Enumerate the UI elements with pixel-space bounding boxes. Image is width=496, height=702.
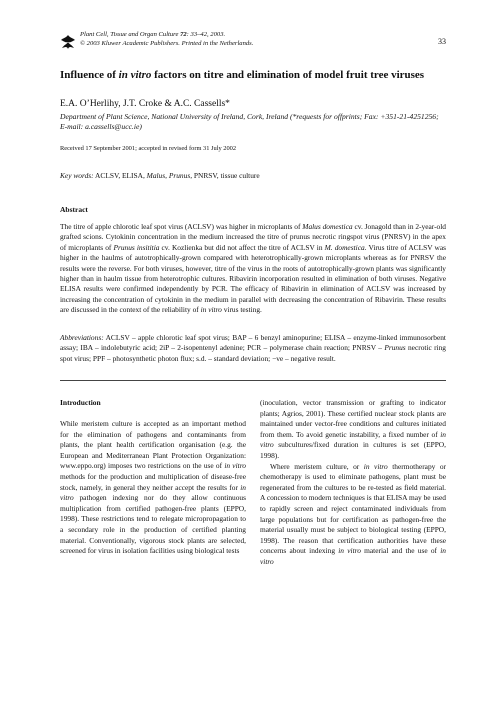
intro-text: thermotherapy or chemotherapy is used to eliminate pathogens, plant must be regenerated from the cultures to be re-tested as field material. A concession to modern techniques is that ELISA may be used to rapidly screen and reject contaminated individuals from large populations but for certification as pathogen-free the material usually must be subject to biological testing (EPPO, 1998). The reason that certification authorities have these concerns about indexing [260,461,447,556]
title-part: Influence of [60,69,119,81]
abstract-text [60,222,446,316]
keywords-label: Key words: [60,171,94,180]
abstract-italic: M. domestica [324,242,365,252]
intro-italic: in vitro [260,546,446,566]
abstract-sentence: cv. Kozlienka but did not affect the titre of ACLSV in [159,242,325,252]
abstract-sentence: cv. Jonagold than in 2-year-old grafted scions. Cytokinin concentration in the medium increased the titre of prunus necrotic ringspot virus (PNRSV) in the apex of microplants of [60,222,446,252]
introduction-heading: Introduction [60,398,101,407]
abbreviations-label: Abbreviations: [60,333,104,342]
keywords-text: , [165,171,169,180]
journal-volume: 72 [180,31,187,38]
title-part: factors on titre and elimination of model fruit tree viruses [151,69,425,81]
journal-citation [80,31,380,48]
authors: E.A. O’Herlihy, J.T. Croke & A.C. Cassells* [60,99,230,109]
abbreviations-text: necrotic ring spot virus; PPF – photosynthetic photon flux; s.d. – standard deviation; −ve – negative result. [60,343,446,363]
keywords-italic: Malus [146,171,166,180]
intro-italic: in vitro [363,461,388,471]
abstract-sentence: The titre of apple chlorotic leaf spot virus (ACLSV) was higher in microplants of [60,222,303,231]
abstract-sentence: . Virus titre of ACLSV was higher in the haulms of autotrophically-grown compared with heterotrophically-grown microplants whereas as for PNRSV the results were the reverse. For both viruses, however, titre of the virus in the roots of autotrophically-grown plants was significantly higher than in haulm tissue from heterotrophic cultures. Ribavirin incorporation resulted in elimination of both viruses. Negative ELISA results were confirmed independently by PCR. The efficacy of Ribavirin in elimination of ACLSV was increased by increasing the concentration of cytokinin in the medium in parallel with decreasing the concentration of Ribavirin. These results are discussed in the context of the reliability of [60,242,446,315]
journal-name: Plant Cell, Tissue and Organ Culture [80,31,181,38]
abstract-italic: Malus domestica [302,222,353,231]
intro-italic: in vitro [338,546,361,556]
keywords-text: , PNRSV, tissue culture [190,171,260,180]
abbreviations-text: ACLSV – apple chlorotic leaf spot virus; BAP – 6 benzyl aminopurine; ELISA – enzyme-linked immunosorbent assay; IBA – indolebutyric acid; 2iP – 2-isopentenyl adenine; PCR – polymerase chain reaction; PNRSV – [60,333,446,353]
intro-paragraph [260,398,446,462]
abbreviations [60,333,446,364]
intro-text: material and the use of [360,546,441,556]
section-divider [60,380,446,381]
abstract-italic: Prunus insititia [113,242,160,252]
article-title [60,69,446,82]
publisher-logo-icon [60,34,76,50]
intro-text: subcultures/fixed duration in cultures is set (EPPO, 1998). [260,440,446,460]
intro-italic: in vitro [60,482,246,503]
page-number: 33 [438,37,446,46]
keywords [60,171,446,180]
intro-text: Where meristem culture, or [270,461,364,471]
abstract-sentence: virus testing. [221,305,262,315]
journal-line-1 [80,31,380,40]
abstract-heading: Abstract [60,205,88,214]
intro-text: methods for the production and multiplication of disease-free stock, namely, in general they neither accept the results for [60,471,246,492]
affiliation: Department of Plant Science, National University of Ireland, Cork, Ireland (*requests for offprints; Fax: +351-21-4251256; E-mail: a.cassells@ucc.ie) [60,112,439,131]
introduction-column-2 [260,398,446,568]
intro-text: pathogen indexing nor do they allow continuous multiplication from certified pathogen-free plants (EPPO, 1998). These restrictions tend to relegate micropropagation to a secondary role in the production of certified planting material. Conventionally, vigorous stock plants are selected, screened for virus in isolation facilities using biological tests [60,493,246,556]
abbreviations-italic: Prunus [384,343,406,353]
intro-text: (inoculation, vector transmission or grafting to indicator plants; Agrios, 2001). These certified nuclear stock plants are maintained under vector-free conditions and cultures initiated from them. To avoid genetic instability, a fixed number of [260,398,446,439]
intro-italic: in vitro [224,461,246,471]
keywords-italic: Prunus [168,171,191,180]
intro-text: While meristem culture is accepted as an important method for the elimination of pathogens and contaminants from plants, the plant health certification organisation (e.g. the European and Mediterranean Plant Protection Organization: www.eppo.org) imposes two restrictions on the use of [60,419,246,471]
intro-italic: in vitro [260,429,446,450]
keywords-text: ACLSV, ELISA, [93,171,147,180]
introduction-column-1 [60,419,246,557]
copyright-line: © 2003 Kluwer Academic Publishers. Printed in the Netherlands. [80,39,254,47]
intro-paragraph [260,462,446,568]
received-dates: Received 17 September 2001; accepted in revised form 31 July 2002 [60,145,237,152]
journal-pages: : 33–42, 2003. [186,31,226,38]
title-italic: in vitro [118,69,152,81]
abstract-italic: in vitro [200,305,222,315]
